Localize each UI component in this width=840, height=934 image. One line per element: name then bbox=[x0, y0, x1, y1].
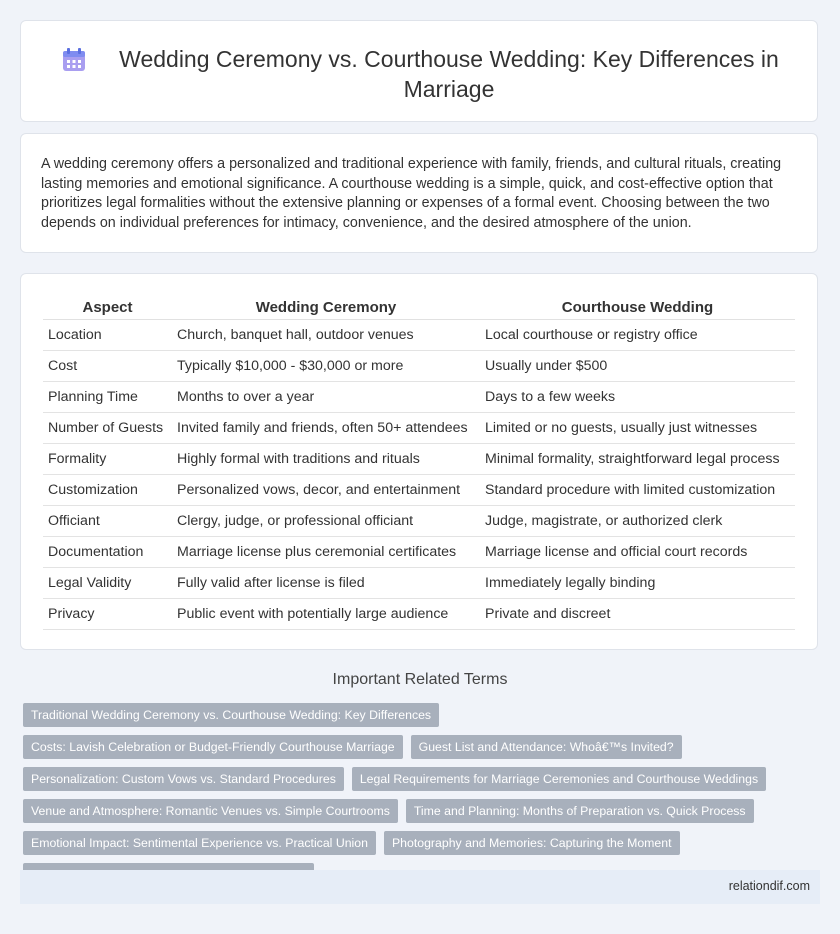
table-row bbox=[43, 382, 795, 413]
table-cell: Judge, magistrate, or authorized clerk bbox=[480, 506, 795, 537]
table-cell: Clergy, judge, or professional officiant bbox=[172, 506, 480, 537]
table-row bbox=[43, 475, 795, 506]
related-term-tag[interactable]: Venue and Atmosphere: Romantic Venues vs. Simple Courtrooms bbox=[23, 799, 398, 823]
column-header: Wedding Ceremony bbox=[172, 296, 480, 320]
table-cell: Immediately legally binding bbox=[480, 568, 795, 599]
comparison-table bbox=[43, 296, 795, 630]
intro-paragraph: A wedding ceremony offers a personalized and traditional experience with family, friends, and cultural rituals, creating lasting memories and emotional significance. A courthouse wedding is a simple, quick, and cost-effective option that prioritizes legal formalities without the extensive planning or expenses of a formal event. Choosing between the two depends on individual preferences for intimacy, convenience, and the desired atmosphere of the union. bbox=[41, 156, 782, 231]
table-row bbox=[43, 351, 795, 382]
table-cell: Private and discreet bbox=[480, 599, 795, 630]
table-cell: Legal Validity bbox=[43, 568, 172, 599]
table-cell: Church, banquet hall, outdoor venues bbox=[172, 320, 480, 351]
table-cell: Typically $10,000 - $30,000 or more bbox=[172, 351, 480, 382]
table-row bbox=[43, 506, 795, 537]
table-cell: Number of Guests bbox=[43, 413, 172, 444]
table-header-row bbox=[43, 296, 795, 320]
table-cell: Highly formal with traditions and rituals bbox=[172, 444, 480, 475]
table-cell: Personalized vows, decor, and entertainment bbox=[172, 475, 480, 506]
table-cell: Local courthouse or registry office bbox=[480, 320, 795, 351]
table-cell: Documentation bbox=[43, 537, 172, 568]
title-card bbox=[20, 20, 818, 122]
comparison-card bbox=[20, 273, 818, 650]
related-term-tag[interactable]: Personalization: Custom Vows vs. Standard Procedures bbox=[23, 767, 344, 791]
table-cell: Invited family and friends, often 50+ attendees bbox=[172, 413, 480, 444]
table-cell: Usually under $500 bbox=[480, 351, 795, 382]
table-row bbox=[43, 320, 795, 351]
table-cell: Privacy bbox=[43, 599, 172, 630]
table-row bbox=[43, 568, 795, 599]
related-term-tag[interactable]: Guest List and Attendance: Whoâ€™s Invited? bbox=[411, 735, 682, 759]
column-header: Aspect bbox=[43, 296, 172, 320]
table-cell: Officiant bbox=[43, 506, 172, 537]
table-cell: Location bbox=[43, 320, 172, 351]
related-term-tag[interactable]: Time and Planning: Months of Preparation vs. Quick Process bbox=[406, 799, 754, 823]
footer-site-link[interactable]: relationdif.com bbox=[728, 879, 810, 893]
table-cell: Days to a few weeks bbox=[480, 382, 795, 413]
related-term-tag[interactable]: Legal Requirements for Marriage Ceremonies and Courthouse Weddings bbox=[352, 767, 766, 791]
table-cell: Cost bbox=[43, 351, 172, 382]
column-header: Courthouse Wedding bbox=[480, 296, 795, 320]
intro-card bbox=[20, 133, 818, 253]
table-cell: Limited or no guests, usually just witnesses bbox=[480, 413, 795, 444]
table-row bbox=[43, 444, 795, 475]
related-term-tag[interactable]: Emotional Impact: Sentimental Experience vs. Practical Union bbox=[23, 831, 376, 855]
table-cell: Public event with potentially large audience bbox=[172, 599, 480, 630]
table-cell: Marriage license and official court records bbox=[480, 537, 795, 568]
footer bbox=[20, 870, 820, 904]
table-row bbox=[43, 599, 795, 630]
table-cell: Standard procedure with limited customization bbox=[480, 475, 795, 506]
related-term-tag[interactable]: Traditional Wedding Ceremony vs. Courthouse Wedding: Key Differences bbox=[23, 703, 439, 727]
table-cell: Planning Time bbox=[43, 382, 172, 413]
table-cell: Fully valid after license is filed bbox=[172, 568, 480, 599]
page-title: Wedding Ceremony vs. Courthouse Wedding: Key Differences in Marriage bbox=[119, 46, 779, 102]
table-cell: Formality bbox=[43, 444, 172, 475]
table-cell: Marriage license plus ceremonial certificates bbox=[172, 537, 480, 568]
related-term-tag[interactable]: Photography and Memories: Capturing the Moment bbox=[384, 831, 680, 855]
table-row bbox=[43, 537, 795, 568]
table-cell: Months to over a year bbox=[172, 382, 480, 413]
related-terms-heading: Important Related Terms bbox=[332, 671, 508, 688]
table-cell: Minimal formality, straightforward legal process bbox=[480, 444, 795, 475]
table-cell: Customization bbox=[43, 475, 172, 506]
related-terms-list bbox=[23, 703, 813, 895]
related-term-tag[interactable]: Costs: Lavish Celebration or Budget-Friendly Courthouse Marriage bbox=[23, 735, 403, 759]
table-row bbox=[43, 413, 795, 444]
